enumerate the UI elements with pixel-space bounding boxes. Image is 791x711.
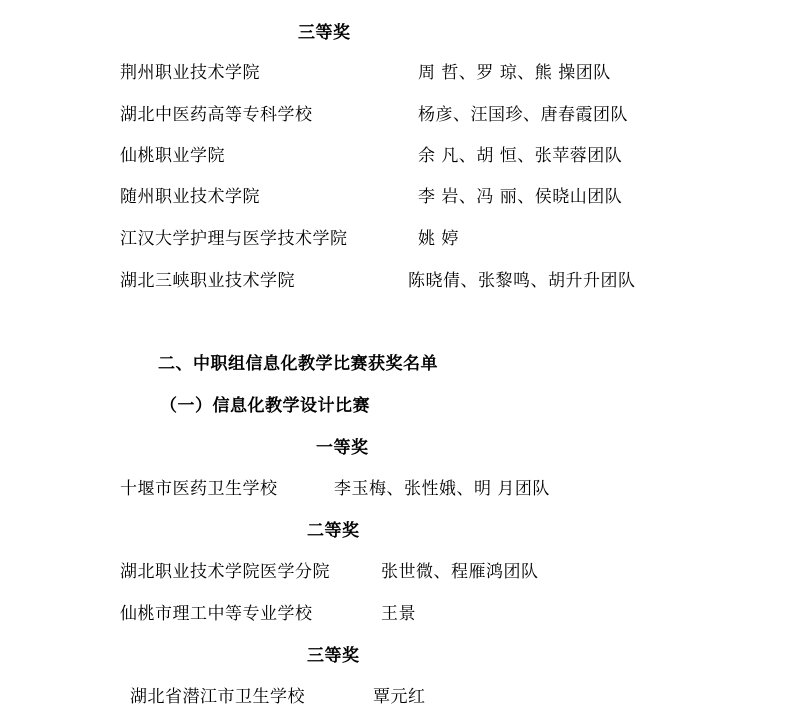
entry-unit: 随州职业技术学院	[120, 187, 260, 207]
entry-team: 王景	[381, 604, 416, 624]
entry-team: 张世微、程雁鸿团队	[381, 562, 539, 582]
entry-team: 李玉梅、张性娥、明 月团队	[334, 479, 550, 499]
entry-team: 陈晓倩、张黎鸣、胡升升团队	[408, 271, 636, 291]
entry-unit: 十堰市医药卫生学校	[120, 479, 278, 499]
entry-team: 余 凡、胡 恒、张苹蓉团队	[418, 146, 623, 166]
award-heading-third: 三等奖	[298, 23, 351, 43]
section-title: 二、中职组信息化教学比赛获奖名单	[158, 354, 438, 374]
award-heading-third: 三等奖	[307, 646, 360, 666]
entry-unit: 江汉大学护理与医学技术学院	[120, 229, 348, 249]
entry-team: 覃元红	[373, 687, 426, 707]
entry-team: 姚 婷	[418, 229, 459, 249]
award-heading-first: 一等奖	[316, 438, 369, 458]
entry-team: 杨彦、汪国珍、唐春霞团队	[418, 105, 628, 125]
entry-unit: 仙桃市理工中等专业学校	[120, 604, 313, 624]
entry-unit: 湖北职业技术学院医学分院	[120, 562, 330, 582]
entry-team: 周 哲、罗 琼、熊 操团队	[418, 63, 611, 83]
entry-unit: 湖北中医药高等专科学校	[120, 105, 313, 125]
entry-unit: 荆州职业技术学院	[120, 63, 260, 83]
section-subtitle: （一）信息化教学设计比赛	[160, 396, 370, 416]
entry-unit: 湖北三峡职业技术学院	[120, 271, 295, 291]
entry-team: 李 岩、冯 丽、侯晓山团队	[418, 187, 623, 207]
entry-unit: 湖北省潜江市卫生学校	[130, 687, 305, 707]
entry-unit: 仙桃职业学院	[120, 146, 225, 166]
award-heading-second: 二等奖	[307, 521, 360, 541]
